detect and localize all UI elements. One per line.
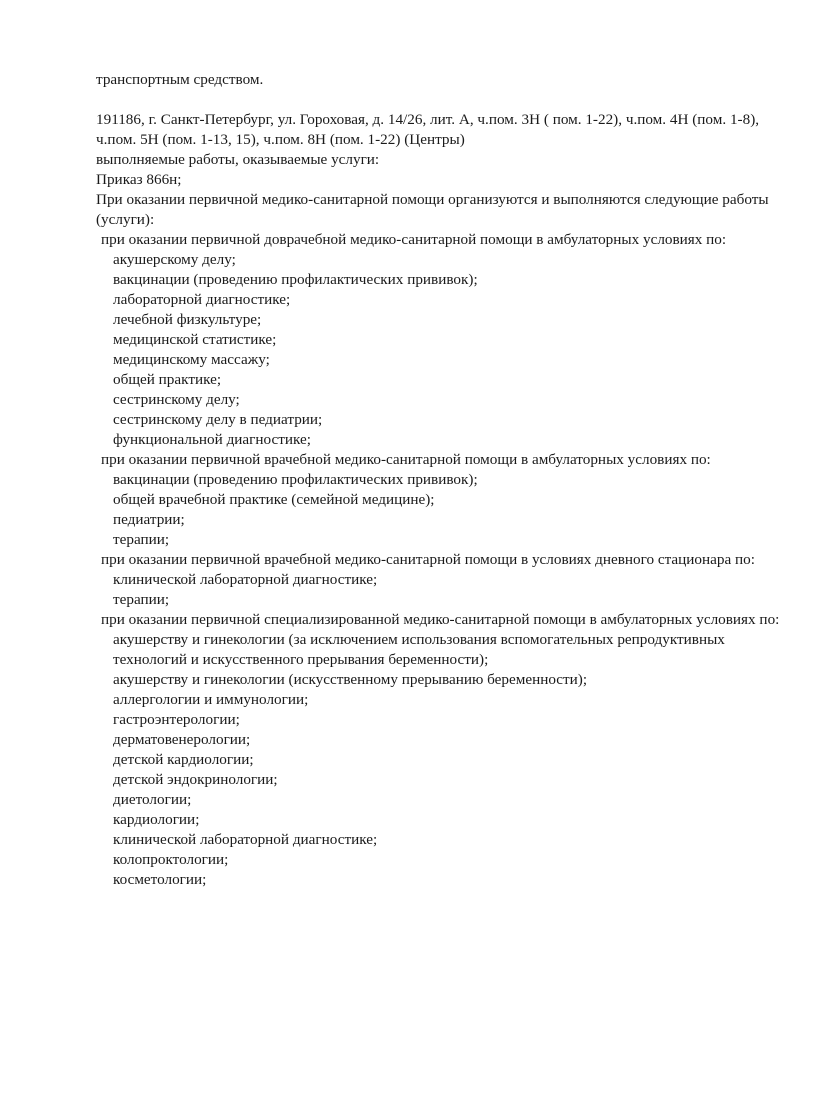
service-list-item: косметологии;	[113, 871, 207, 888]
document-paragraph: транспортным средством.	[96, 71, 264, 88]
document-paragraph: Приказ 866н;	[96, 171, 182, 188]
service-list-item: детской эндокринологии;	[113, 771, 278, 788]
service-list-item: клинической лабораторной диагностике;	[113, 831, 378, 848]
service-list-item: диетологии;	[113, 791, 192, 808]
service-list-item: общей врачебной практике (семейной медицине);	[113, 491, 435, 508]
service-list-item: функциональной диагностике;	[113, 431, 311, 448]
service-list-item: медицинскому массажу;	[113, 351, 270, 368]
service-list-item: кардиологии;	[113, 811, 200, 828]
service-list-item: дерматовенерологии;	[113, 731, 251, 748]
document-text-body	[96, 70, 782, 890]
paragraph-spacer	[96, 90, 782, 110]
document-paragraph: при оказании первичной доврачебной медико-санитарной помощи в амбулаторных условиях по:	[101, 231, 727, 248]
document-paragraph: выполняемые работы, оказываемые услуги:	[96, 151, 380, 168]
service-list-item: детской кардиологии;	[113, 751, 254, 768]
service-list-item: сестринскому делу;	[113, 391, 240, 408]
service-list-item: акушерству и гинекологии (искусственному прерыванию беременности);	[113, 671, 588, 688]
service-list-item: гастроэнтерологии;	[113, 711, 240, 728]
service-list-item: лечебной физкультуре;	[113, 311, 262, 328]
service-list-item: педиатрии;	[113, 511, 185, 528]
service-list-item: лабораторной диагностике;	[113, 291, 291, 308]
document-paragraph: при оказании первичной врачебной медико-санитарной помощи в амбулаторных условиях по:	[101, 451, 711, 468]
document-paragraph: При оказании первичной медико-санитарной помощи организуются и выполняются следующие работы (услуги):	[96, 191, 773, 228]
service-list-item: колопроктологии;	[113, 851, 229, 868]
service-list-item: вакцинации (проведению профилактических прививок);	[113, 271, 478, 288]
document-paragraph: при оказании первичной специализированной медико-санитарной помощи в амбулаторных условиях по:	[101, 611, 780, 628]
service-list-item: общей практике;	[113, 371, 222, 388]
service-list-item: аллергологии и иммунологии;	[113, 691, 309, 708]
service-list-item: акушерству и гинекологии (за исключением использования вспомогательных репродуктивных технологий и искусственного прерывания беременности);	[113, 631, 729, 668]
document-paragraph: 191186, г. Санкт-Петербург, ул. Гороховая, д. 14/26, лит. А, ч.пом. 3Н ( пом. 1-22), ч.пом. 4Н (пом. 1-8), ч.пом. 5Н (пом. 1-13, 15), ч.пом. 8Н (пом. 1-22) (Центры)	[96, 111, 763, 148]
service-list-item: терапии;	[113, 531, 170, 548]
service-list-item: вакцинации (проведению профилактических прививок);	[113, 471, 478, 488]
service-list-item: сестринскому делу в педиатрии;	[113, 411, 323, 428]
service-list-item: клинической лабораторной диагностике;	[113, 571, 378, 588]
service-list-item: медицинской статистике;	[113, 331, 277, 348]
document-paragraph: при оказании первичной врачебной медико-санитарной помощи в условиях дневного стационара по:	[101, 551, 755, 568]
service-list-item: терапии;	[113, 591, 170, 608]
service-list-item: акушерскому делу;	[113, 251, 236, 268]
